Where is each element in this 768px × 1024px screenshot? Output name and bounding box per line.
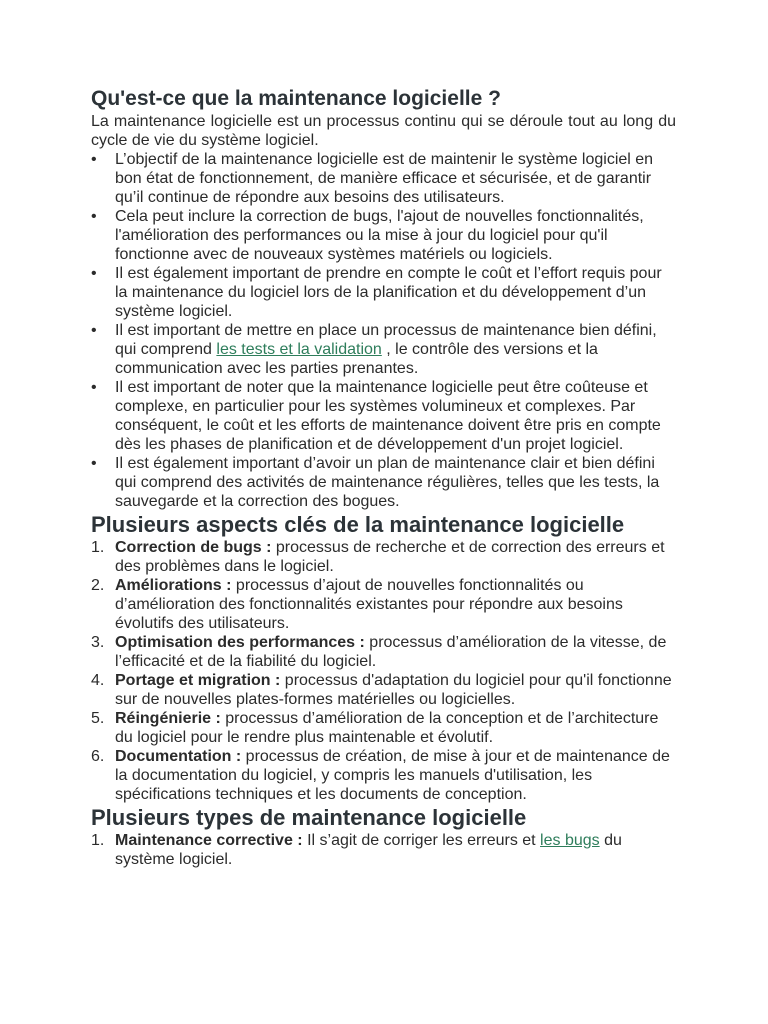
aspects-list bbox=[91, 538, 676, 804]
list-item: • Il est également important de prendre en compte le coût et l’effort requis pour la maintenance du logiciel lors de la planification et du développement d’un système logiciel. bbox=[91, 265, 662, 320]
bullet-icon: • bbox=[91, 208, 97, 225]
list-item: • L’objectif de la maintenance logicielle est de maintenir le système logiciel en bon état de fonctionnement, de manière efficace et sécurisée, et de garantir qu’il continue de répondre aux besoins des utilisateurs. bbox=[91, 151, 654, 206]
heading-maintenance-types: Plusieurs types de maintenance logicielle bbox=[91, 805, 527, 830]
link-tests-validation[interactable]: les tests et la validation bbox=[216, 341, 382, 358]
bullet-icon: • bbox=[91, 379, 97, 396]
list-item: 6. Documentation : processus de création, de mise à jour et de maintenance de la documentation du logiciel, y compris les manuels d'utilisation, les spécifications techniques et les documents de conception. bbox=[91, 748, 670, 803]
bullet-icon: • bbox=[91, 455, 97, 472]
intro-paragraph: La maintenance logicielle est un processus continu qui se déroule tout au long du cycle de vie du système logiciel. bbox=[91, 113, 676, 149]
list-item: • Il est également important d’avoir un plan de maintenance clair et bien défini qui comprend des activités de maintenance régulières, telles que les tests, la sauvegarde et la correction des bogues. bbox=[91, 455, 660, 510]
bullet-icon: • bbox=[91, 265, 97, 282]
bullet-icon: • bbox=[91, 322, 97, 339]
list-item: 5. Réingénierie : processus d’amélioration de la conception et de l’architecture du logiciel pour le rendre plus maintenable et évolutif. bbox=[91, 710, 659, 746]
list-item: 3. Optimisation des performances : processus d’amélioration de la vitesse, de l’efficacité et de la fiabilité du logiciel. bbox=[91, 634, 667, 670]
heading-what-is-maintenance: Qu'est-ce que la maintenance logicielle ? bbox=[91, 87, 501, 110]
bullet-list bbox=[91, 150, 676, 511]
types-list bbox=[91, 831, 676, 869]
bullet-icon: • bbox=[91, 151, 97, 168]
list-item: 4. Portage et migration : processus d'adaptation du logiciel pour qu'il fonctionne sur de nouvelles plates-formes matérielles ou logicielles. bbox=[91, 672, 672, 708]
list-item: 1. Correction de bugs : processus de recherche et de correction des erreurs et des problèmes dans le logiciel. bbox=[91, 539, 665, 575]
list-item: • Il est important de mettre en place un processus de maintenance bien défini, qui comprend les tests et la validation , le contrôle des versions et la communication avec les parties prenantes. bbox=[91, 322, 657, 377]
list-item: • Cela peut inclure la correction de bugs, l'ajout de nouvelles fonctionnalités, l'amélioration des performances ou la mise à jour du logiciel pour qu'il fonctionne avec de nouveaux systèmes matériels ou logiciels. bbox=[91, 208, 644, 263]
list-item: • Il est important de noter que la maintenance logicielle peut être coûteuse et complexe, en particulier pour les systèmes volumineux et complexes. Par conséquent, le coût et les efforts de maintenance doivent être pris en compte dès les phases de planification et de développement d'un projet logiciel. bbox=[91, 379, 661, 453]
link-les-bugs[interactable]: les bugs bbox=[540, 832, 600, 849]
document-page bbox=[91, 85, 676, 869]
heading-key-aspects: Plusieurs aspects clés de la maintenance logicielle bbox=[91, 512, 625, 537]
list-item: 2. Améliorations : processus d’ajout de nouvelles fonctionnalités ou d’amélioration des fonctionnalités existantes pour répondre aux besoins évolutifs des utilisateurs. bbox=[91, 577, 623, 632]
list-item: 1. Maintenance corrective : Il s’agit de corriger les erreurs et les bugs du système logiciel. bbox=[91, 832, 622, 868]
